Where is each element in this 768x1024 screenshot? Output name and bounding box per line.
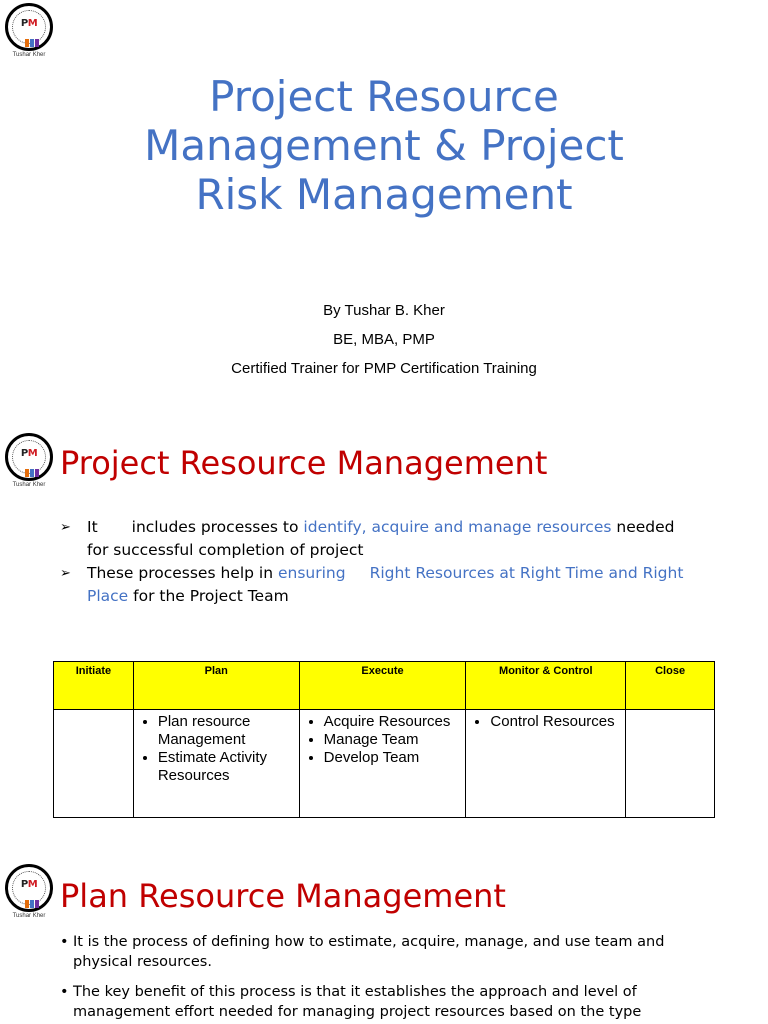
resource-management-slide	[0, 420, 768, 830]
author-name: By Tushar B. Kher	[323, 302, 445, 319]
plan-resource-management-slide	[0, 840, 768, 1024]
list-item: • Develop Team	[324, 749, 462, 767]
logo-caption: Tushar Kher	[12, 913, 46, 919]
list-item: • Estimate Activity Resources	[158, 749, 295, 785]
cell-monitor-control	[466, 710, 626, 818]
cell-close	[626, 710, 715, 818]
title-line-1: Project Resource	[209, 72, 559, 121]
cell-plan	[133, 710, 299, 818]
pmi-logo	[2, 433, 56, 488]
slide-title: Project Resource Management	[60, 444, 548, 482]
logo-badge-icon: PM	[5, 433, 53, 481]
cell-initiate	[54, 710, 134, 818]
presentation-title	[0, 72, 768, 219]
title-line-3: Risk Management	[195, 170, 573, 219]
arrow-bullet-icon: ➢	[60, 566, 71, 581]
slide-title: Plan Resource Management	[60, 877, 506, 915]
bullet-item: • It is the process of defining how to estimate, acquire, manage, and use team and physical resources.	[60, 934, 665, 970]
table-row	[54, 710, 715, 818]
bullet-dot-icon: •	[60, 984, 69, 1000]
header-close: Close	[626, 662, 715, 710]
bullet-item: • The key benefit of this process is that it establishes the approach and level of management effort needed for managing project resources based on the type	[60, 984, 642, 1020]
title-slide	[0, 0, 768, 410]
pmi-logo	[2, 864, 56, 919]
list-item: • Plan resource Management	[158, 713, 295, 749]
cell-execute	[299, 710, 466, 818]
author-role: Certified Trainer for PMP Certification Training	[231, 360, 537, 377]
list-item: • Acquire Resources	[324, 713, 462, 731]
logo-caption: Tushar Kher	[12, 482, 46, 488]
pmi-logo	[2, 3, 56, 58]
process-group-table	[53, 661, 715, 818]
header-monitor-control: Monitor & Control	[466, 662, 626, 710]
logo-badge-icon: PM	[5, 864, 53, 912]
header-execute: Execute	[299, 662, 466, 710]
bullet-item: ➢ It includes processes to identify, acquire and manage resources needed for successful completion of project	[60, 518, 675, 559]
table-header-row	[54, 662, 715, 710]
header-initiate: Initiate	[54, 662, 134, 710]
list-item: • Manage Team	[324, 731, 462, 749]
logo-caption: Tushar Kher	[12, 52, 46, 58]
header-plan: Plan	[133, 662, 299, 710]
author-degrees: BE, MBA, PMP	[333, 331, 435, 348]
arrow-bullet-icon: ➢	[60, 520, 71, 535]
bullet-dot-icon: •	[60, 934, 69, 950]
list-item: • Control Resources	[490, 713, 621, 731]
author-block	[0, 296, 768, 383]
bullet-list	[60, 516, 710, 608]
logo-badge-icon: PM	[5, 3, 53, 51]
title-line-2: Management & Project	[144, 121, 624, 170]
bullet-item: ➢ These processes help in ensuring Right Resources at Right Time and Right Place for the Project Team	[60, 564, 684, 605]
